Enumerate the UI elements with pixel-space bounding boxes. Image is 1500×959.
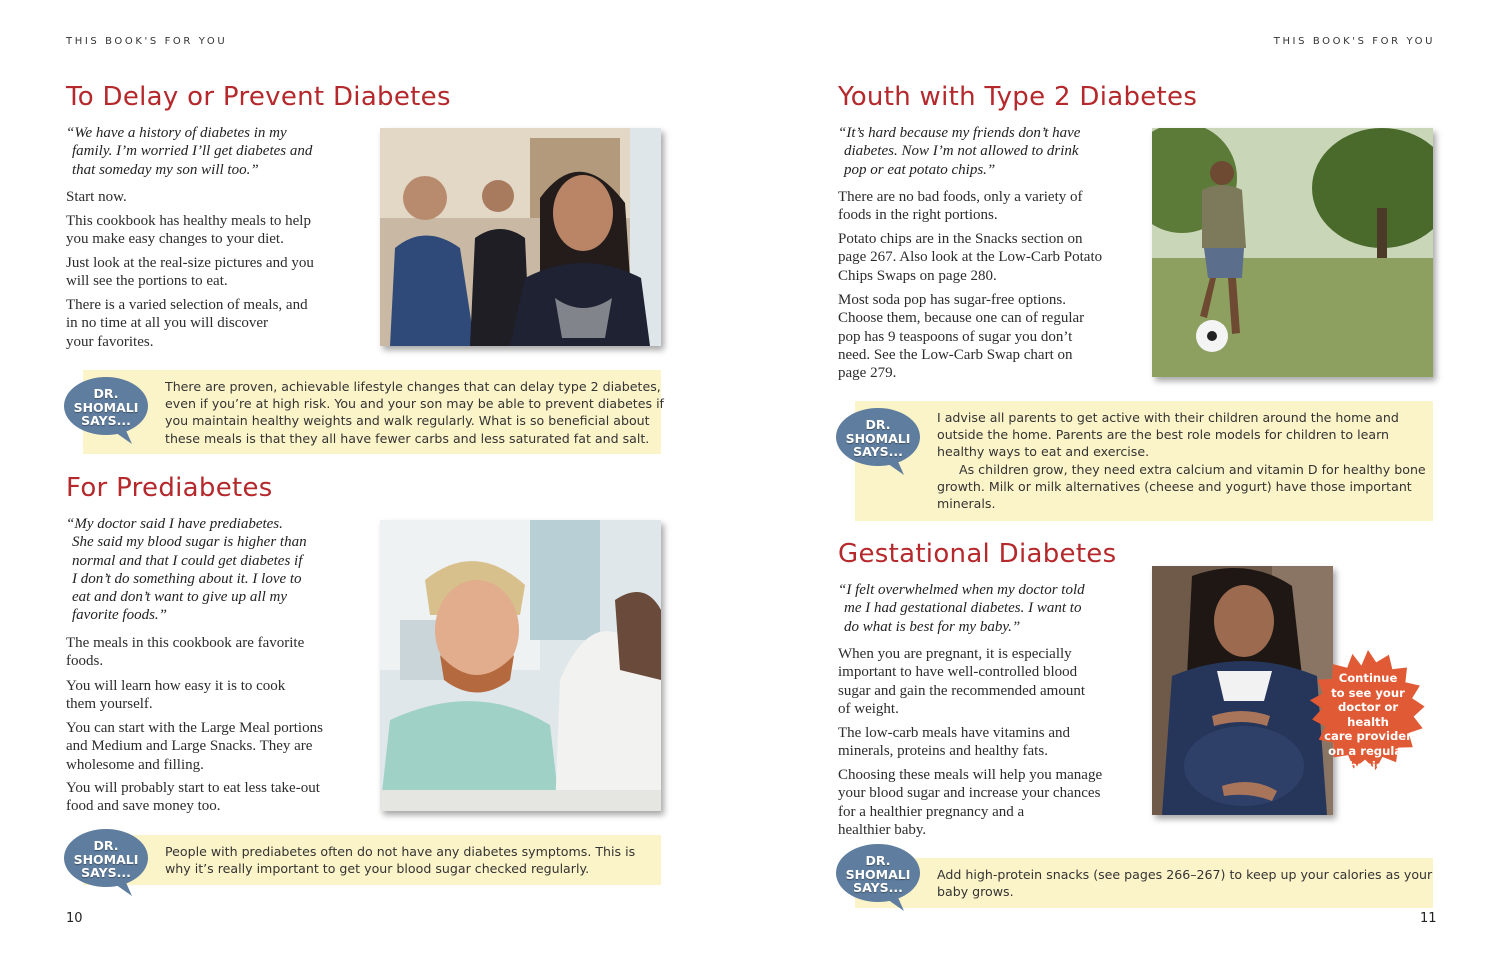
- quote-prediabetes: [66, 515, 307, 625]
- paragraph: [66, 779, 320, 816]
- text-line: of weight.: [838, 700, 899, 717]
- text-line: and Medium and Large Snacks. They are: [66, 738, 313, 755]
- text-line: The low-carb meals have vitamins and: [838, 725, 1071, 741]
- badge-line: SAYS...: [81, 865, 131, 880]
- text-line: There are no bad foods, only a variety of: [838, 189, 1083, 205]
- quote-line: I don’t do something about it. I love to: [72, 570, 302, 587]
- text-line: Choosing these meals will help you manage: [838, 767, 1103, 783]
- section-title-gestational: Gestational Diabetes: [838, 539, 1117, 569]
- callout-text-prediabetes: [165, 843, 635, 877]
- callout-line: healthy ways to eat and exercise.: [937, 444, 1150, 460]
- text-line: This cookbook has healthy meals to help: [66, 213, 311, 229]
- paragraph: [838, 645, 1085, 718]
- paragraph: [66, 254, 314, 291]
- quote-line: “It’s hard because my friends don’t have: [838, 125, 1081, 141]
- text-line: for a healthier pregnancy and a: [838, 803, 1025, 820]
- paragraph: [66, 719, 323, 774]
- text-line: Choose them, because one can of regular: [838, 310, 1085, 327]
- callout-line: why it’s really important to get your blood sugar checked regularly.: [165, 861, 590, 877]
- quote-line: “My doctor said I have prediabetes.: [66, 516, 283, 532]
- doctor-visit-photo: [380, 520, 661, 811]
- callout-line: There are proven, achievable lifestyle changes that can delay type 2 diabetes,: [165, 379, 661, 394]
- quote-line: pop or eat potato chips.”: [844, 161, 996, 178]
- dr-shomali-badge: [836, 405, 926, 475]
- callout-line: you maintain healthy weights and walk regularly. What is so beneficial about: [165, 413, 650, 429]
- quote-line: “I felt overwhelmed when my doctor told: [838, 582, 1085, 598]
- badge-line: DR.: [865, 853, 891, 868]
- starburst-line: care provider: [1324, 729, 1412, 744]
- text-line: pop has 9 teaspoons of sugar you don’t: [838, 328, 1073, 345]
- callout-line: I advise all parents to get active with their children around the home and: [937, 410, 1399, 425]
- quote-line: me I had gestational diabetes. I want to: [844, 600, 1082, 617]
- quote-delay: [66, 124, 312, 179]
- paragraph: [838, 766, 1102, 839]
- text-line: foods in the right portions.: [838, 207, 998, 224]
- quote-line: She said my blood sugar is higher than: [72, 534, 307, 551]
- badge-line: DR.: [93, 838, 119, 853]
- page-number-right: 11: [1420, 911, 1437, 926]
- callout-line: growth. Milk or milk alternatives (cheese and yogurt) have those important: [937, 478, 1412, 494]
- dr-shomali-badge: [64, 826, 154, 896]
- badge-line: SHOMALI: [73, 399, 139, 415]
- text-line: your blood sugar and increase your chances: [838, 785, 1101, 802]
- quote-line: “We have a history of diabetes in my: [66, 125, 287, 141]
- callout-line: As children grow, they need extra calcium and vitamin D for healthy bone: [959, 461, 1426, 477]
- callout-line: outside the home. Parents are the best role models for children to learn: [937, 427, 1390, 443]
- running-head-right: THIS BOOK'S FOR YOU: [1273, 36, 1435, 47]
- quote-line: eat and don’t want to give up all my: [72, 589, 287, 606]
- text-line: Most soda pop has sugar-free options.: [838, 292, 1066, 308]
- running-head-left: THIS BOOK'S FOR YOU: [66, 36, 228, 47]
- dr-shomali-badge: [64, 374, 154, 444]
- text-line: Start now.: [66, 189, 127, 205]
- quote-line: normal and that I could get diabetes if: [72, 552, 303, 569]
- callout-line: baby grows.: [937, 884, 1014, 900]
- text-line: healthier baby.: [838, 821, 927, 838]
- text-line: There is a varied selection of meals, and: [66, 297, 308, 313]
- quote-line: do what is best for my baby.”: [844, 618, 1021, 635]
- callout-line: even if you’re at high risk. You and your son may be able to prevent diabetes if: [165, 396, 664, 412]
- paragraph: [838, 291, 1084, 382]
- text-line: You can start with the Large Meal portions: [66, 720, 323, 736]
- text-line: You will learn how easy it is to cook: [66, 678, 286, 694]
- callout-line: minerals.: [937, 496, 996, 512]
- text-line: The meals in this cookbook are favorite: [66, 635, 305, 651]
- reminder-starburst: [1305, 650, 1431, 776]
- quote-line: that someday my son will too.”: [72, 161, 259, 178]
- callout-text-gestational: [937, 866, 1432, 900]
- quote-line: family. I’m worried I’ll get diabetes and: [72, 143, 313, 160]
- starburst-line: Continue: [1338, 671, 1398, 685]
- callout-text-delay: [165, 378, 664, 447]
- badge-line: SHOMALI: [845, 866, 911, 882]
- text-line: wholesome and filling.: [66, 756, 204, 773]
- text-line: page 279.: [838, 365, 897, 382]
- paragraph: [838, 188, 1083, 225]
- text-line: food and save money too.: [66, 798, 221, 815]
- paragraph: [66, 188, 127, 206]
- starburst-line: to see your: [1331, 685, 1405, 700]
- text-line: need. See the Low-Carb Swap chart on: [838, 346, 1073, 363]
- dr-shomali-badge: [836, 841, 926, 911]
- text-line: Just look at the real-size pictures and you: [66, 255, 314, 271]
- badge-line: SAYS...: [81, 413, 131, 428]
- badge-line: DR.: [865, 417, 891, 432]
- text-line: minerals, proteins and healthy fats.: [838, 743, 1048, 760]
- text-line: will see the portions to eat.: [66, 273, 228, 290]
- starburst-line: on a regular: [1328, 743, 1408, 758]
- paragraph: [838, 724, 1070, 761]
- text-line: you make easy changes to your diet.: [66, 231, 284, 248]
- text-line: Chips Swaps on page 280.: [838, 267, 997, 284]
- boy-soccer-photo: [1152, 128, 1433, 377]
- callout-line: these meals is that they all have fewer carbs and less saturated fat and salt.: [165, 430, 650, 446]
- paragraph: [66, 677, 285, 714]
- text-line: them yourself.: [66, 696, 153, 713]
- badge-line: SHOMALI: [73, 851, 139, 867]
- paragraph: [838, 230, 1102, 285]
- text-line: foods.: [66, 653, 104, 670]
- badge-line: SAYS...: [853, 880, 903, 895]
- quote-gestational: [838, 581, 1085, 636]
- quote-line: favorite foods.”: [72, 607, 168, 624]
- callout-text-youth: [937, 409, 1426, 512]
- text-line: You will probably start to eat less take-out: [66, 780, 320, 796]
- section-title-prediabetes: For Prediabetes: [66, 473, 273, 503]
- text-line: page 267. Also look at the Low-Carb Potato: [838, 249, 1103, 266]
- text-line: When you are pregnant, it is especially: [838, 646, 1072, 662]
- callout-line: People with prediabetes often do not have any diabetes symptoms. This is: [165, 844, 636, 859]
- badge-line: SHOMALI: [845, 430, 911, 446]
- badge-line: DR.: [93, 386, 119, 401]
- section-title-youth: Youth with Type 2 Diabetes: [838, 82, 1198, 112]
- paragraph: [66, 296, 308, 351]
- badge-line: SAYS...: [853, 444, 903, 459]
- family-photo: [380, 128, 661, 346]
- section-title-delay: To Delay or Prevent Diabetes: [66, 82, 451, 112]
- starburst-line: doctor or health: [1337, 700, 1399, 729]
- paragraph: [66, 634, 304, 671]
- text-line: sugar and gain the recommended amount: [838, 682, 1086, 699]
- starburst-line: basis.: [1348, 758, 1388, 773]
- text-line: your favorites.: [66, 333, 154, 350]
- callout-line: Add high-protein snacks (see pages 266–267) to keep up your calories as your: [937, 867, 1433, 882]
- text-line: in no time at all you will discover: [66, 315, 269, 332]
- paragraph: [66, 212, 311, 249]
- text-line: Potato chips are in the Snacks section on: [838, 231, 1083, 247]
- quote-line: diabetes. Now I’m not allowed to drink: [844, 143, 1079, 160]
- quote-youth: [838, 124, 1080, 179]
- page-number-left: 10: [66, 911, 83, 926]
- text-line: important to have well-controlled blood: [838, 664, 1078, 681]
